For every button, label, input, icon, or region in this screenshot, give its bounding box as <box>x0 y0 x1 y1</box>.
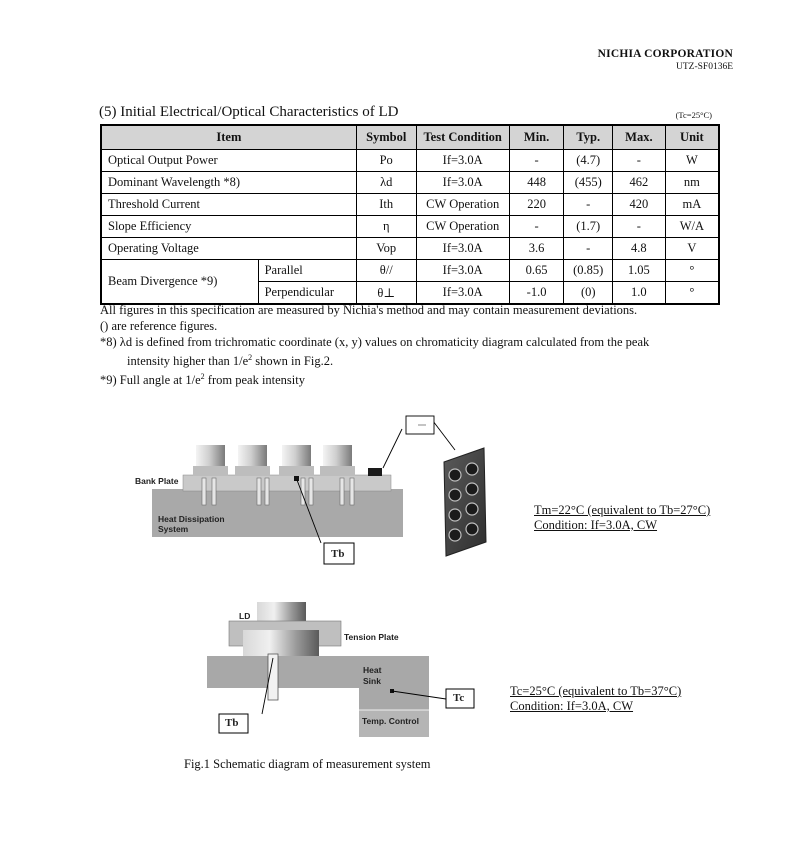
header-max: Max. <box>613 125 666 150</box>
label-tension-plate: Tension Plate <box>344 632 399 642</box>
cell-unit: ° <box>665 282 719 305</box>
notes-block <box>100 302 734 388</box>
cell-min: - <box>509 150 564 172</box>
cell-unit: W <box>665 150 719 172</box>
note-9 <box>100 369 734 388</box>
superscript: 2 <box>200 372 205 382</box>
cell-unit: mA <box>665 194 719 216</box>
note-9-text-end: from peak intensity <box>204 373 305 388</box>
header-item: Item <box>101 125 356 150</box>
cell-symbol: θ// <box>356 260 416 282</box>
note-9-text: *9) Full angle at 1/e <box>100 373 201 388</box>
section-condition: (Tc=25°C) <box>675 110 712 120</box>
cell-symbol: Po <box>356 150 416 172</box>
cell-max: 420 <box>613 194 666 216</box>
cell-unit: nm <box>665 172 719 194</box>
cell-item: Optical Output Power <box>101 150 356 172</box>
condition-top-line2: Condition: If=3.0A, CW <box>534 518 658 532</box>
table-row <box>101 150 719 172</box>
cell-unit: V <box>665 238 719 260</box>
measurement-figure <box>0 400 786 800</box>
cell-max: 1.05 <box>613 260 666 282</box>
section-title: (5) Initial Electrical/Optical Characteristics of LD <box>99 104 399 120</box>
cell-min: 3.6 <box>509 238 564 260</box>
condition-top <box>534 503 710 533</box>
header-typ: Typ. <box>564 125 613 150</box>
label-heat-dissipation-line2: System <box>158 524 189 534</box>
label-ld: LD <box>239 611 251 621</box>
cell-symbol: θ⊥ <box>356 282 416 305</box>
cell-min: 0.65 <box>509 260 564 282</box>
condition-bottom-line2: Condition: If=3.0A, CW <box>510 699 634 713</box>
note-measurement: All figures in this specification are measured by Nichia's method and may contain measurement deviations. <box>100 303 638 317</box>
condition-top-line1: Tm=22°C (equivalent to Tb=27°C) <box>534 503 711 517</box>
header-test-condition: Test Condition <box>416 125 509 150</box>
figure-caption: Fig.1 Schematic diagram of measurement system <box>184 757 431 771</box>
table-header-row <box>101 125 719 150</box>
note-8: *8) λd is defined from trichromatic coordinate (x, y) values on chromaticity diagram calculated from the peak <box>100 335 650 349</box>
note-reference: () are reference figures. <box>100 319 218 333</box>
cell-max: 4.8 <box>613 238 666 260</box>
table-row <box>101 194 719 216</box>
label-heat: Heat <box>363 665 382 675</box>
cell-subitem: Perpendicular <box>258 282 356 305</box>
label-heat-dissipation <box>158 514 225 534</box>
note-8-continued <box>100 350 734 369</box>
cell-min: -1.0 <box>509 282 564 305</box>
label-heat-dissipation-line1: Heat Dissipation <box>158 514 225 524</box>
label-tb-top: Tb <box>331 548 345 560</box>
header-unit: Unit <box>665 125 719 150</box>
note-8-text-end: shown in Fig.2. <box>252 354 334 369</box>
table-row <box>101 172 719 194</box>
cell-subitem: Parallel <box>258 260 356 282</box>
cell-max: 1.0 <box>613 282 666 305</box>
company-name: NICHIA CORPORATION <box>597 48 733 60</box>
cell-typ: (455) <box>564 172 613 194</box>
cell-condition: CW Operation <box>416 216 509 238</box>
cell-condition: If=3.0A <box>416 238 509 260</box>
cell-unit: W/A <box>665 216 719 238</box>
label-tc: Tc <box>453 692 465 704</box>
cell-typ: - <box>564 194 613 216</box>
table-row <box>101 238 719 260</box>
label-heat-sink <box>363 665 381 687</box>
cell-item: Dominant Wavelength *8) <box>101 172 356 194</box>
cell-symbol: λd <box>356 172 416 194</box>
cell-symbol: η <box>356 216 416 238</box>
table-row <box>101 260 719 282</box>
label-temp-control: Temp. Control <box>362 716 419 726</box>
note-8-text: intensity higher than 1/e <box>127 354 249 369</box>
cell-unit: ° <box>665 260 719 282</box>
label-bank-plate: Bank Plate <box>135 476 179 486</box>
cell-typ: (1.7) <box>564 216 613 238</box>
cell-min: 448 <box>509 172 564 194</box>
condition-bottom <box>510 684 681 714</box>
header-min: Min. <box>509 125 564 150</box>
document-code: UTZ-SF0136E <box>676 62 733 72</box>
cell-item: Threshold Current <box>101 194 356 216</box>
superscript: 2 <box>248 353 253 362</box>
cell-item-beam: Beam Divergence *9) <box>101 260 258 305</box>
header-symbol: Symbol <box>356 125 416 150</box>
label-tb-bottom: Tb <box>225 717 239 729</box>
ld-modules <box>193 445 355 476</box>
cell-min: 220 <box>509 194 564 216</box>
ld-array-panel <box>444 448 486 556</box>
cell-typ: - <box>564 238 613 260</box>
characteristics-table <box>100 124 720 305</box>
cell-symbol: Vop <box>356 238 416 260</box>
cell-min: - <box>509 216 564 238</box>
cell-item: Operating Voltage <box>101 238 356 260</box>
cell-condition: If=3.0A <box>416 150 509 172</box>
cell-symbol: Ith <box>356 194 416 216</box>
cell-item: Slope Efficiency <box>101 216 356 238</box>
cell-condition: CW Operation <box>416 194 509 216</box>
cell-max: - <box>613 150 666 172</box>
table-row <box>101 216 719 238</box>
cell-typ: (0) <box>564 282 613 305</box>
cell-max: 462 <box>613 172 666 194</box>
schematic-diagram <box>0 400 786 800</box>
condition-bottom-line1: Tc=25°C (equivalent to Tb=37°C) <box>510 684 682 698</box>
cell-max: - <box>613 216 666 238</box>
cell-typ: (0.85) <box>564 260 613 282</box>
label-sink: Sink <box>363 676 381 686</box>
cell-condition: If=3.0A <box>416 172 509 194</box>
cell-condition: If=3.0A <box>416 260 509 282</box>
cell-condition: If=3.0A <box>416 282 509 305</box>
cell-typ: (4.7) <box>564 150 613 172</box>
